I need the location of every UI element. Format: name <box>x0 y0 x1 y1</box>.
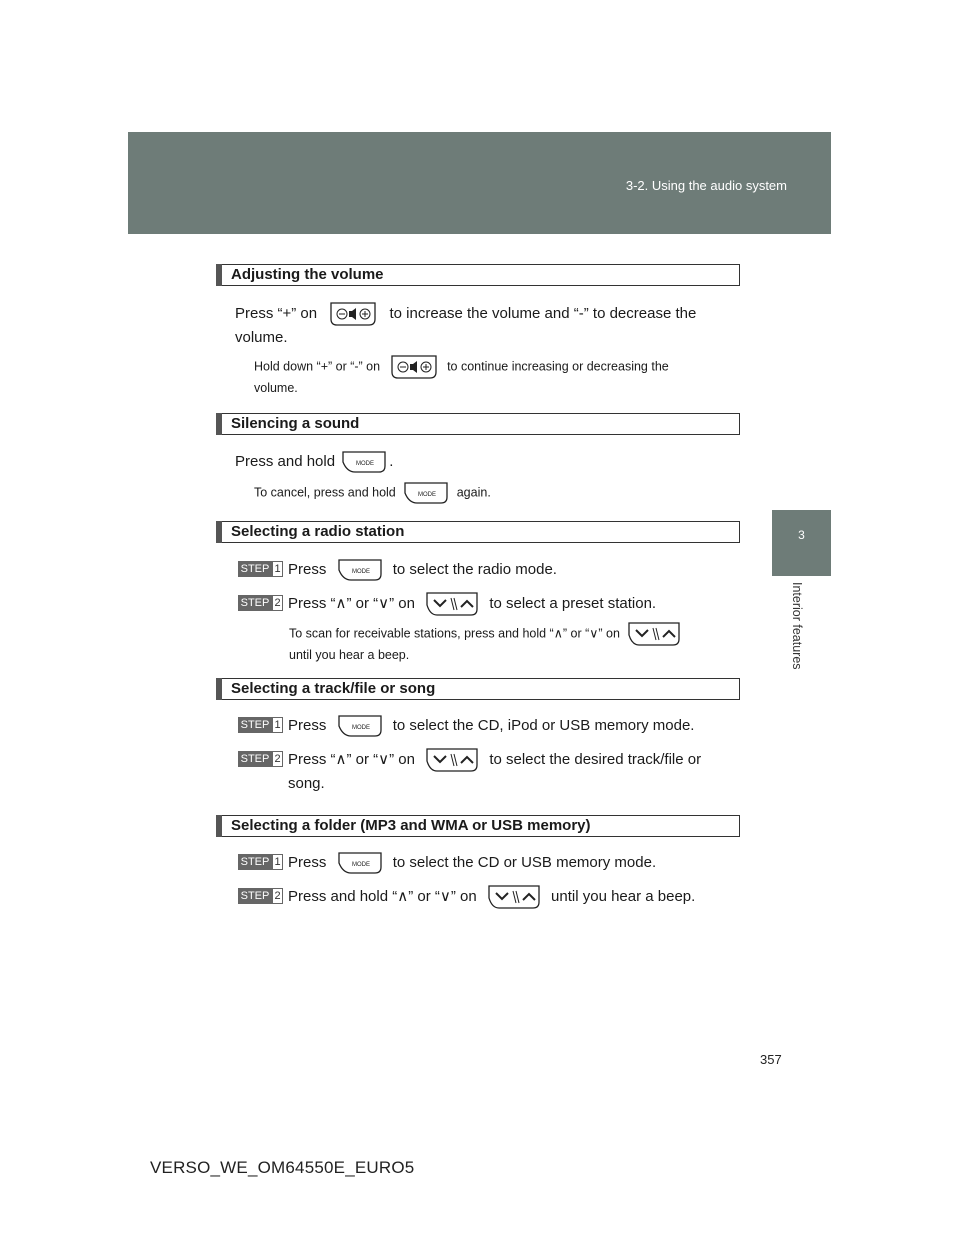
section-heading-silence: Silencing a sound <box>216 413 740 435</box>
mode-button-icon <box>337 558 383 582</box>
volume-text-a: Press “+” on <box>235 304 318 322</box>
page-number: 357 <box>760 1052 782 1067</box>
chapter-tab <box>772 510 831 576</box>
section-heading-track: Selecting a track/file or song <box>216 678 740 700</box>
track-step2 <box>238 747 740 795</box>
radio-step1-b: to select the radio mode. <box>392 560 557 578</box>
folder-step1-a: Press <box>288 853 327 871</box>
radio-step1-a: Press <box>288 560 327 578</box>
mode-button-icon <box>341 450 387 474</box>
radio-note-a: To scan for receivable stations, press and hold “∧” or “∨” on <box>289 626 620 641</box>
volume-note <box>254 354 740 397</box>
folder-step2-b: until you hear a beep. <box>551 887 696 905</box>
track-step2-b: to select the desired track/file or <box>489 750 702 768</box>
silence-note <box>254 481 491 505</box>
mode-button-icon <box>403 481 449 505</box>
seek-switch-icon <box>425 591 479 617</box>
section-heading-volume: Adjusting the volume <box>216 264 740 286</box>
step-2-badge: STEP 2 <box>238 751 284 767</box>
seek-switch-icon <box>627 621 681 647</box>
volume-switch-icon <box>390 354 438 380</box>
radio-step1 <box>238 558 557 582</box>
step-2-badge: STEP 2 <box>238 888 284 904</box>
volume-note-c: volume. <box>254 381 298 395</box>
track-step1-b: to select the CD, iPod or USB memory mode. <box>392 716 695 734</box>
track-step1 <box>238 714 694 738</box>
chapter-tab-label <box>784 582 804 692</box>
step-1-badge: STEP 1 <box>238 717 284 733</box>
radio-step2-a: Press “∧” or “∨” on <box>288 594 415 612</box>
silence-note-b: again. <box>456 485 491 500</box>
step-1-badge: STEP 1 <box>238 561 284 577</box>
section-heading-folder: Selecting a folder (MP3 and WMA or USB memory) <box>216 815 740 837</box>
radio-step2 <box>238 591 656 617</box>
step-1-badge: STEP 1 <box>238 854 284 870</box>
volume-text-b: to increase the volume and “-” to decrease the <box>389 304 697 322</box>
section-heading-radio: Selecting a radio station <box>216 521 740 543</box>
chapter-tab-label-text: Interior features <box>790 582 804 670</box>
radio-note-b: until you hear a beep. <box>289 648 410 662</box>
seek-switch-icon <box>425 747 479 773</box>
silence-paragraph <box>235 450 393 474</box>
volume-switch-icon <box>329 301 377 327</box>
chapter-number: 3 <box>798 528 805 542</box>
silence-text-b: . <box>389 452 394 470</box>
folder-step2 <box>238 884 695 910</box>
volume-note-a: Hold down “+” or “-” on <box>254 359 381 374</box>
volume-text-c: volume. <box>235 329 288 346</box>
silence-note-a: To cancel, press and hold <box>254 485 396 500</box>
chapter-header <box>128 132 831 234</box>
document-code: VERSO_WE_OM64550E_EURO5 <box>150 1158 415 1177</box>
mode-button-icon <box>337 851 383 875</box>
silence-text-a: Press and hold <box>235 452 336 470</box>
mode-button-icon <box>337 714 383 738</box>
track-step2-c: song. <box>288 775 325 792</box>
volume-note-b: to continue increasing or decreasing the <box>447 359 669 374</box>
step-2-badge: STEP 2 <box>238 595 284 611</box>
track-step2-a: Press “∧” or “∨” on <box>288 750 415 768</box>
folder-step1-b: to select the CD or USB memory mode. <box>392 853 657 871</box>
volume-paragraph <box>235 301 740 349</box>
track-step1-a: Press <box>288 716 327 734</box>
radio-step2-b: to select a preset station. <box>489 594 657 612</box>
chapter-title: 3-2. Using the audio system <box>625 178 787 193</box>
folder-step2-a: Press and hold “∧” or “∨” on <box>288 887 477 905</box>
radio-note <box>289 621 739 664</box>
seek-switch-icon <box>487 884 541 910</box>
folder-step1 <box>238 851 656 875</box>
